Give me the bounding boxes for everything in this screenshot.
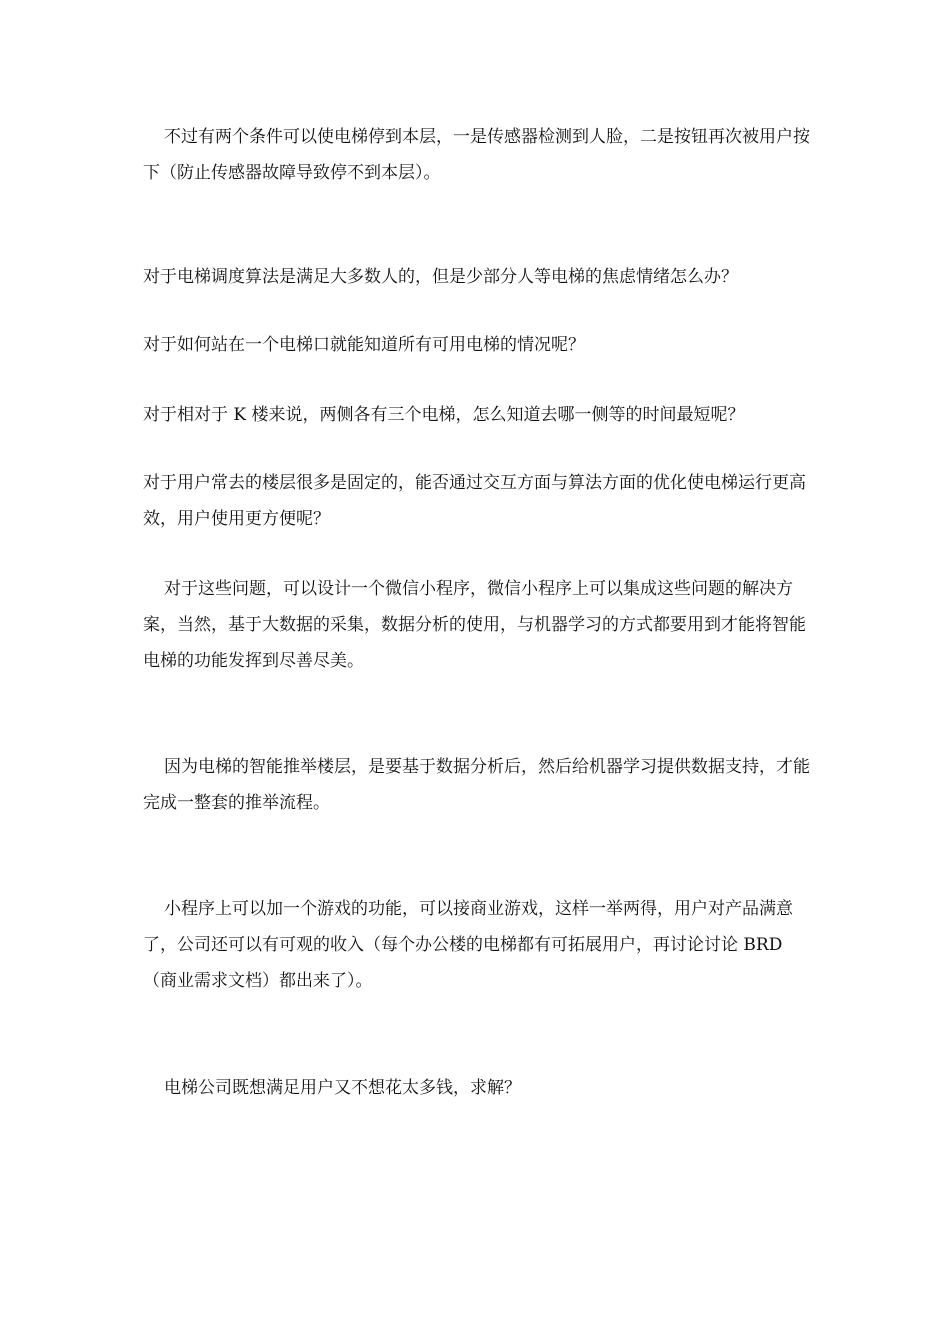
paragraph-elevator-status-question: 对于如何站在一个电梯口就能知道所有可用电梯的情况呢？: [143, 335, 585, 355]
paragraph-floor-recommendation: 因为电梯的智能推举楼层，是要基于数据分析后，然后给机器学习提供数据支持，才能完成一整套的推举流程。: [143, 757, 810, 813]
paragraph-game-feature: 小程序上可以加一个游戏的功能，可以接商业游戏，这样一举两得，用户对产品满意了，公司还可以有可观的收入（每个办公楼的电梯都有可拓展用户，再讨论讨论 BRD（商业需求文档）都出来了）。: [143, 899, 793, 991]
paragraph-sensor-conditions: 不过有两个条件可以使电梯停到本层，一是传感器检测到人脸，二是按钮再次被用户按下（防止传感器故障导致停不到本层）。: [143, 127, 810, 183]
paragraph-cost-question: 电梯公司既想满足用户又不想花太多钱，求解？: [164, 1078, 521, 1098]
paragraph-floor-optimization-question: 对于用户常去的楼层很多是固定的，能否通过交互方面与算法方面的优化使电梯运行更高效，用户使用更方便呢？: [143, 473, 806, 529]
paragraph-wait-side-question: 对于相对于 K 楼来说，两侧各有三个电梯，怎么知道去哪一侧等的时间最短呢？: [143, 405, 745, 425]
paragraph-mini-program-solution: 对于这些问题，可以设计一个微信小程序，微信小程序上可以集成这些问题的解决方案，当然，基于大数据的采集，数据分析的使用，与机器学习的方式都要用到才能将智能电梯的功能发挥到尽善尽美。: [143, 579, 806, 671]
paragraph-anxiety-question: 对于电梯调度算法是满足大多数人的，但是少部分人等电梯的焦虑情绪怎么办？: [143, 267, 738, 287]
